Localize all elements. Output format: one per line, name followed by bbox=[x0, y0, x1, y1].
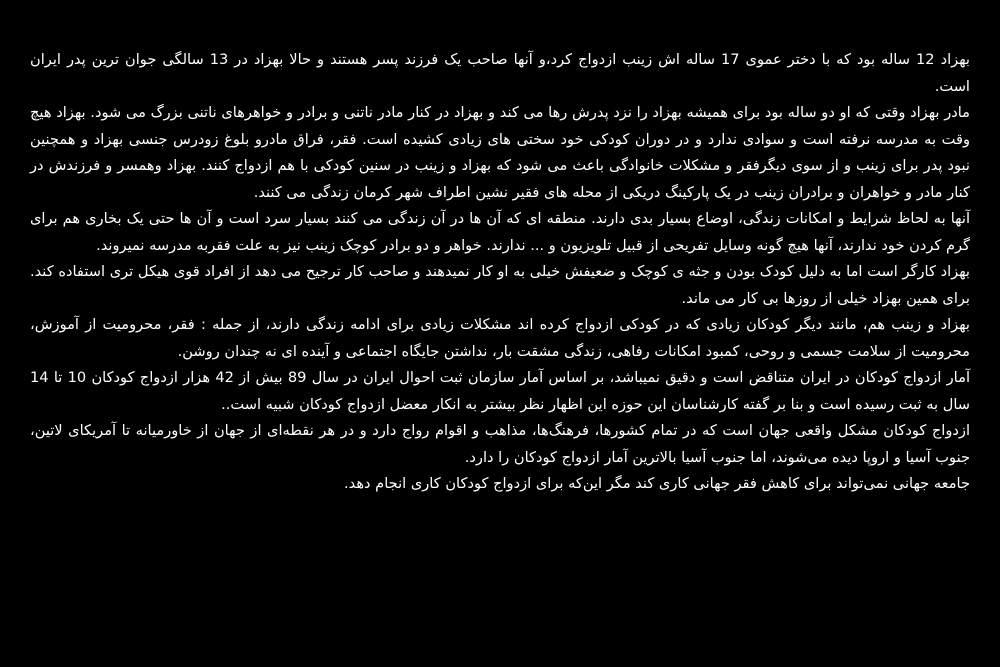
paragraph-1: بهزاد 12 ساله بود که با دختر عموی 17 ساله اش زینب ازدواج کرد،و آنها صاحب یک فرزند پسر هستند و حالا بهزاد در 13 سالگی جوان ترین پدر ایران است. bbox=[30, 51, 970, 95]
article-body bbox=[30, 47, 970, 498]
paragraph-7: ازدواج کودکان مشکل واقعی جهان است که در تمام کشورها، فرهنگ‌ها، مذاهب و اقوام رواج دارد و در هر نقطه‌ای از جهان از خاورمیانه تا آمریکای لاتین، جنوب آسیا و اروپا دیده می‌شوند، اما جنوب آسیا بالاترین آمار ازدواج کودکان را دارد. bbox=[30, 422, 970, 466]
paragraph-3: آنها به لحاظ شرایط و امکانات زندگی، اوضاع بسیار بدی دارند. منطقه ای که آن ها در آن زندگی می کنند بسیار سرد است و آن ها حتی یک بخاری هم برای گرم کردن خود ندارند، آنها هیچ گونه وسایل تفریحی از قبیل تلویزیون و ... ندارند. خواهر و دو برادر کوچک زینب نیز به علت فقربه مدرسه نمیروند. bbox=[30, 210, 970, 254]
paragraph-6: آمار ازدواج کودکان در ایران متناقض است و دقیق نمیباشد، بر اساس آمار سازمان ثبت احوال ایران در سال 89 بیش از 42 هزار ازدواج کودکان 10 تا 14 سال به ثبت رسیده است و بنا بر گفته کارشناسان این حوزه این اظهار نظر بیشتر به انکار معضل ازدواج کودکان شبیه است.. bbox=[30, 369, 970, 413]
paragraph-2: مادر بهزاد وقتی که او دو ساله بود برای همیشه بهزاد را نزد پدرش رها می کند و بهزاد در کنار مادر ناتنی و برادر و خواهرهای ناتنی بزرگ می شود. بهزاد هیچ وقت به مدرسه نرفته است و سوادی ندارد و در دوران کودکی خود سختی های زیادی کشیده است. فقر، فراق مادرو بلوغ زودرس جنسی بهزاد و همچنین نبود پدر برای زینب و از سوی دیگرفقر و مشکلات خانوادگی باعث می شود که بهزاد و زینب در سنین کودکی با هم ازدواج کنند. بهزاد وهمسر و فرزندش در کنار مادر و خواهران و برادران زینب در یک پارکینگ دریکی از محله های فقیر نشین اطراف شهر کرمان زندگی می کنند. bbox=[30, 104, 970, 201]
paragraph-5: بهزاد و زینب هم، مانند دیگر کودکان زیادی که در کودکی ازدواج کرده اند مشکلات زیادی برای ادامه زندگی دارند، از جمله : فقر، محرومیت از آموزش، محرومیت از سلامت جسمی و روحی، کمبود امکانات رفاهی، زندگی مشقت بار، نداشتن جایگاه اجتماعی و آینده ای نه چندان روشن. bbox=[30, 316, 970, 360]
paragraph-8: جامعه جهانی نمی‌تواند برای کاهش فقر جهانی کاری کند مگر این‌که برای ازدواج کودکان کاری انجام دهد. bbox=[344, 475, 970, 492]
paragraph-4: بهزاد کارگر است اما به دلیل کودک بودن و جثه ی کوچک و ضعیفش خیلی به او کار نمیدهند و صاحب کار ترجیح می دهد از افراد قوی هیکل تری استفاده کند. برای همین بهزاد خیلی از روزها بی کار می ماند. bbox=[30, 263, 970, 307]
